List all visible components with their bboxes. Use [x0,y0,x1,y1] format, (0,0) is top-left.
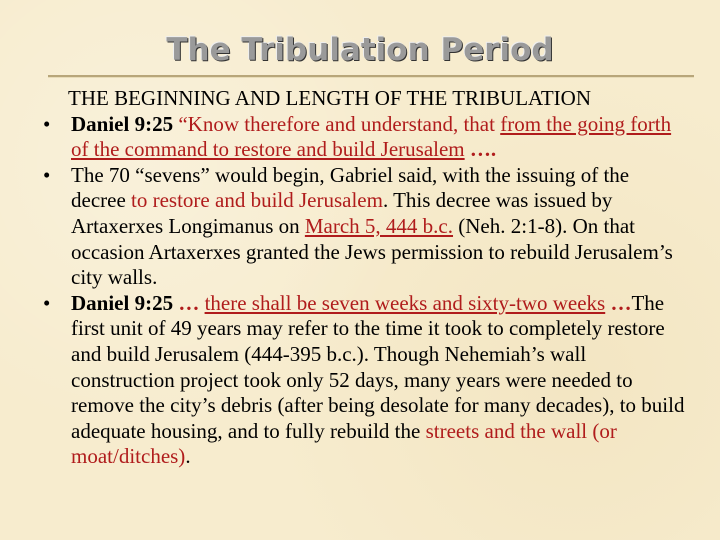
quote-underlined: there shall be seven weeks and sixty-two weeks [204,290,606,315]
slide-body [36,86,686,470]
section-heading: THE BEGINNING AND LENGTH OF THE TRIBULATION [68,86,592,110]
bullet-icon: • [43,111,51,136]
quote-ellipsis: …. [464,137,497,162]
bullet-list [36,112,686,470]
body-text: The 70 “sevens” would begin, Gabriel said, with the issuing of the decree [71,162,630,213]
slide-title: The Tribulation Period [166,32,554,68]
body-text: . This decree was issued by Artaxerxes Longimanus on [71,188,613,238]
bullet-icon: • [43,162,51,187]
bullet-icon: • [43,290,51,315]
ellipsis: … [610,290,632,315]
decree-date: March 5, 444 b.c. [304,213,454,238]
highlight-text: to restore and build Jerusalem [131,188,383,213]
body-text: The first unit of 49 years may refer to the time it took to completely restore and build Jerusalem (444-395 b.c.). Though Nehemiah’s wall construction project took only 52 days, many years were needed to remove the city’s debris (after being desolate for many decades), to build adequate housing, and to fully rebuild the [71,290,685,443]
body-text: (Neh. 2:1-8). On that occasion Artaxerxes granted the Jews permission to rebuild Jerusalem’s city walls. [71,213,673,290]
bullet-item-seven-weeks [36,291,686,470]
highlight-text: streets and the wall (or moat/ditches) [71,418,617,469]
bullet-item-seventy-sevens [36,163,686,291]
quote-underlined: from the going forth of the command to restore and build Jerusalem [71,111,672,162]
scripture-reference: Daniel 9:25 [71,111,179,136]
title-divider [48,75,694,78]
ellipsis: … [178,290,205,315]
body-text: . [185,444,191,469]
scripture-reference: Daniel 9:25 [71,290,179,315]
quote-text: “Know therefore and understand, that [178,111,501,136]
bullet-item-daniel-command [36,112,686,163]
